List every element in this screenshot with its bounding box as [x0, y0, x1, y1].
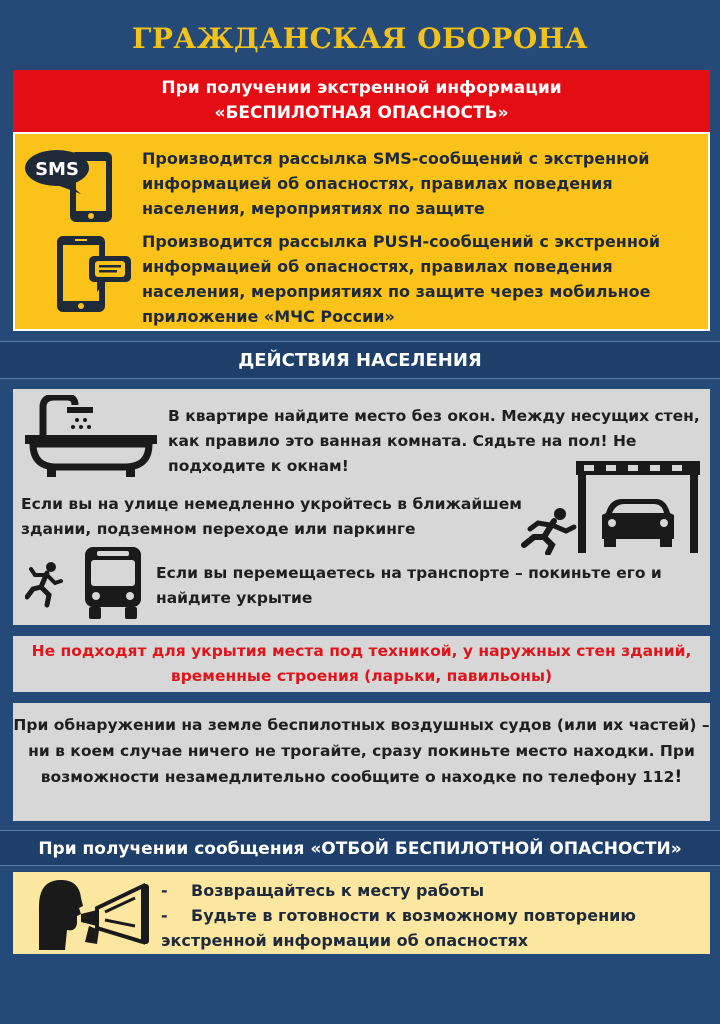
all-clear-list [161, 878, 706, 953]
list-item: - Возвращайтесь к месту работы [161, 881, 485, 900]
all-clear-header: При получении сообщения «ОТБОЙ БЕСПИЛОТНОЙ ОПАСНОСТИ» [0, 830, 720, 866]
list-item: - Будьте в готовности к возможному повторению экстренной информации об опасностях [161, 906, 636, 950]
shelter-warning [13, 636, 710, 692]
notifications-panel [13, 132, 710, 331]
transport-instruction: Если вы перемещаетесь на транспорте – покиньте его и найдите укрытие [156, 564, 662, 607]
page-title: ГРАЖДАНСКАЯ ОБОРОНА [132, 22, 588, 55]
running-person-icon [518, 507, 578, 555]
actions-panel [13, 389, 710, 625]
drone-text: При обнаружении на земле беспилотных воздушных судов (или их частей) – ни в коем случае ничего не трогайте, сразу покиньте место находки. При возможности незамедлительно сообщите о находке по телефону 112 [13, 716, 710, 786]
push-phone-icon [53, 234, 133, 314]
sms-label: SMS [35, 159, 79, 180]
sms-phone-icon [23, 148, 123, 226]
drone-exclaim: ! [674, 767, 683, 787]
all-clear-panel [13, 872, 710, 954]
bus-icon [83, 547, 143, 619]
alert-banner [13, 70, 710, 132]
sms-notice: Производится рассылка SMS-сообщений с экстренной информацией об опасностях, правилах поведения населения, мероприятиях по защите [142, 149, 650, 218]
warning-line-2: временные строения (ларьки, павильоны) [170, 667, 553, 685]
warning-line-1: Не подходят для укрытия места под техникой, у наружных стен зданий, [31, 642, 692, 660]
bathtub-icon [21, 395, 161, 480]
parking-garage-icon [576, 461, 700, 553]
alert-line-2: «БЕСПИЛОТНАЯ ОПАСНОСТЬ» [214, 103, 509, 123]
drone-instruction [13, 703, 710, 821]
street-instruction: Если вы на улице немедленно укройтесь в ближайшем здании, подземном переходе или паркинге [21, 495, 522, 538]
apartment-instruction: В квартире найдите место без окон. Между несущих стен, как правило это ванная комната. Сядьте на пол! Не подходите к окнам! [168, 407, 700, 475]
running-person-small-icon [25, 561, 65, 609]
push-notice: Производится рассылка PUSH-сообщений с экстренной информацией об опасностях, правилах поведения населения, мероприятиях по защите через мобильное приложение «МЧС России» [142, 232, 661, 326]
alert-line-1: При получении экстренной информации [161, 78, 562, 98]
actions-header: ДЕЙСТВИЯ НАСЕЛЕНИЯ [0, 341, 720, 379]
megaphone-person-icon [35, 876, 153, 950]
